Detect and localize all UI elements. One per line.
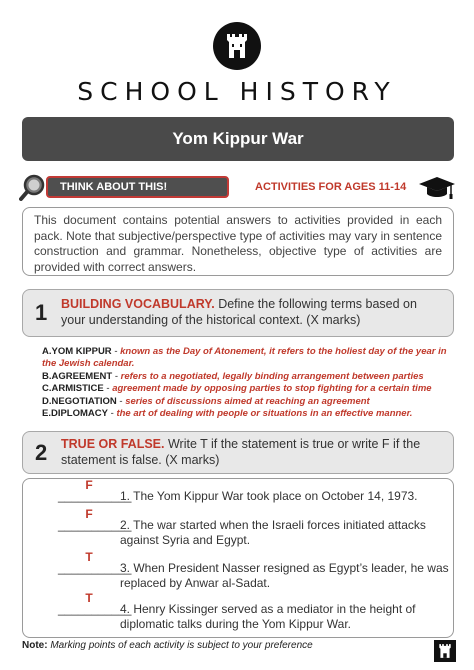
- vocab-term: B.AGREEMENT: [42, 370, 113, 382]
- vocab-item: A.YOM KIPPUR - known as the Day of Atonement, it refers to the holiest day of the year in the Jewish calendar.: [42, 346, 447, 370]
- tf-statement: 4. Henry Kissinger served as a mediator in the height of diplomatic talks during the Yom Kippur War.: [120, 602, 416, 631]
- footer-note: [22, 640, 313, 651]
- logo: [213, 22, 261, 70]
- graduation-cap-icon: [418, 175, 456, 201]
- section-heading: BUILDING VOCABULARY.: [61, 297, 215, 311]
- tf-statement: 1. The Yom Kippur War took place on October 14, 1973.: [120, 489, 418, 503]
- answer-blank[interactable]: ___________: [58, 561, 132, 575]
- footer-logo: [434, 640, 456, 662]
- answer-blank[interactable]: ___________: [58, 489, 132, 503]
- tf-answer: T: [85, 591, 93, 605]
- castle-icon: [437, 643, 453, 659]
- vocab-term: A.YOM KIPPUR: [42, 346, 112, 357]
- answer-blank[interactable]: ___________: [58, 602, 132, 616]
- answer-blank[interactable]: ___________: [58, 518, 132, 532]
- brand-name: SCHOOL HISTORY: [77, 77, 397, 106]
- vocab-term: D.NEGOTIATION: [42, 395, 117, 407]
- vocab-item: E.DIPLOMACY - the art of dealing with people or situations in an effective manner.: [42, 408, 413, 420]
- intro-text: This document contains potential answers to activities provided in each pack. Note that subjective/perspective type of activities may vary in sentence construction and grammar. Nonetheless, objective type of activities are provided with correct answers.: [22, 207, 454, 276]
- vocab-definition: the art of dealing with people or situations in an effective manner.: [116, 408, 413, 420]
- vocab-definition: series of discussions aimed at reaching an agreement: [125, 395, 370, 407]
- section-number: 1: [35, 300, 48, 325]
- section-vocabulary: [22, 289, 454, 337]
- castle-icon: [225, 32, 249, 60]
- magnifier-icon: [19, 173, 47, 201]
- section-instructions: [61, 297, 441, 328]
- vocab-term: C.ARMISTICE: [42, 383, 104, 395]
- vocab-definition: agreement made by opposing parties to stop fighting for a certain time: [112, 383, 432, 395]
- activities-age-label: ACTIVITIES FOR AGES 11-14: [255, 181, 407, 193]
- section-instructions: [61, 437, 441, 468]
- true-false-list: [22, 478, 454, 638]
- vocab-item: B.AGREEMENT - refers to a negotiated, legally binding arrangement between parties: [42, 370, 424, 382]
- tf-answer: F: [85, 478, 93, 492]
- vocab-term: E.DIPLOMACY: [42, 408, 108, 420]
- note-label: Note:: [22, 640, 48, 651]
- page-title: Yom Kippur War: [22, 117, 454, 161]
- section-heading: TRUE OR FALSE.: [61, 437, 165, 451]
- vocab-item: D.NEGOTIATION - series of discussions aimed at reaching an agreement: [42, 395, 370, 407]
- section-instruction-text: Define the following terms based on your understanding of the historical context. (X marks): [61, 297, 417, 327]
- tf-statement: 3. When President Nasser resigned as Egypt’s leader, he was replaced by Anwar al-Sadat.: [120, 561, 449, 590]
- think-about-this-label: THINK ABOUT THIS!: [46, 176, 229, 198]
- tf-statement: 2. The war started when the Israeli forces initiated attacks against Syria and Egypt.: [120, 518, 426, 547]
- tf-answer: F: [85, 507, 93, 521]
- section-instruction-text: Write T if the statement is true or write F if the statement is false. (X marks): [61, 437, 421, 467]
- vocab-definition: refers to a negotiated, legally binding arrangement between parties: [120, 370, 424, 382]
- vocab-definition: known as the Day of Atonement, it refers to the holiest day of the year in the Jewish calendar.: [42, 346, 447, 370]
- vocab-list: [42, 346, 462, 420]
- tf-answer: T: [85, 550, 93, 564]
- section-number: 2: [35, 440, 48, 465]
- vocab-item: C.ARMISTICE - agreement made by opposing parties to stop fighting for a certain time: [42, 383, 432, 395]
- section-true-false: [22, 431, 454, 474]
- note-text: Marking points of each activity is subject to your preference: [50, 640, 313, 651]
